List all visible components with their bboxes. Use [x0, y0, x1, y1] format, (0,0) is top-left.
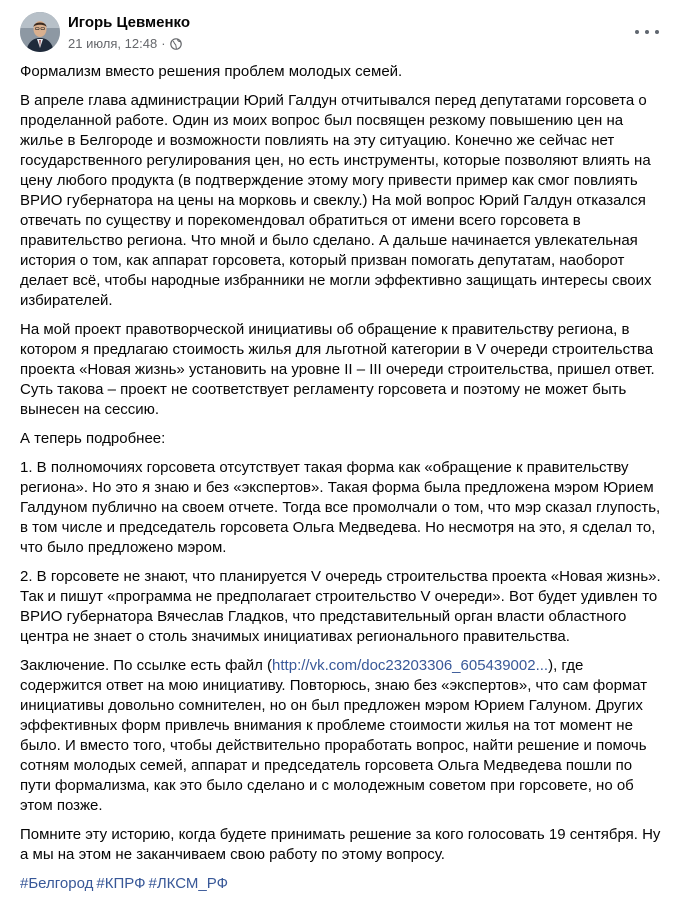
- avatar-photo: [20, 12, 60, 52]
- post-timestamp[interactable]: 21 июля, 12:48: [68, 36, 158, 51]
- paragraph: А теперь подробнее:: [20, 430, 166, 447]
- more-dot: [645, 30, 649, 34]
- hashtag-link[interactable]: #Белгород: [20, 875, 94, 892]
- post-title: Формализм вместо решения проблем молодых семей.: [20, 63, 403, 80]
- post-header: [20, 12, 677, 56]
- paragraph: В апреле глава администрации Юрий Галдун отчитывался перед депутатами горсовета о проделанной работе. Один из моих вопрос был посвящен резкому повышению цен на жилье в Белгороде и возможности повлиять на эту ситуацию. Конечно же сейчас нет государственного регулирования цен, но есть инструменты, которые позволяют влиять на цену любого продукта (в подтверждение этому могу привести пример как смог повлиять ВРИО губернатора на цены на морковь и свеклу.) На мой вопрос Юрий Галдун отказался отвечать по существу и порекомендовал обратиться от имени всего горсовета в правительство региона. Что мной и было сделано. А дальше начинается увлекательная история о том, как аппарат горсовета, который призван помогать депутатам, наоборот делает всё, чтобы народные избранники не могли эффективно защищать интересы своих избирателей.: [20, 92, 652, 309]
- more-dot: [655, 30, 659, 34]
- hashtags: [20, 874, 662, 894]
- post-meta: [68, 36, 182, 51]
- paragraph: 2. В горсовете не знают, что планируется V очередь строительства проекта «Новая жизнь». Так и пишут «программа не предполагает строительство V очереди». Вот будет удивлен то ВРИО губернатора Вячеслав Гладков, что представительный орган власти областного центра не знает о столь значимых инициативах регионального правительства.: [20, 568, 661, 645]
- document-link[interactable]: http://vk.com/doc23203306_605439002...: [272, 657, 549, 674]
- author-name[interactable]: Игорь Цевменко: [68, 14, 191, 31]
- meta-separator: ·: [161, 36, 166, 51]
- post-body: [20, 62, 662, 903]
- globe-icon: [170, 38, 182, 50]
- author-avatar[interactable]: [20, 12, 60, 52]
- paragraph-text: Заключение. По ссылке есть файл (: [20, 657, 273, 674]
- more-dot: [635, 30, 639, 34]
- paragraph: Помните эту историю, когда будете принимать решение за кого голосовать 19 сентября. Ну а мы на этом не заканчиваем свою работу по этому вопросу.: [20, 826, 661, 863]
- hashtag-link[interactable]: #ЛКСМ_РФ: [148, 875, 228, 892]
- paragraph: На мой проект правотворческой инициативы об обращение к правительству региона, в котором я предлагаю стоимость жилья для льготной категории в V очереди строительства проекта «Новая жизнь» установить на уровне II – III очереди строительства, пришел ответ. Суть такова – проект не соответствует регламенту горсовета и поэтому не может быть вынесен на сессию.: [20, 321, 655, 418]
- paragraph: 1. В полномочиях горсовета отсутствует такая форма как «обращение к правительству региона». Но это я знаю и без «экспертов». Такая форма была предложена мэром Юрием Галдуном публично на своем отчете. Тогда все промолчали о том, что мэр сказал глупость, в том числе и председатель горсовета Ольга Медведева. Но несмотря на это, я сделал то, что было предложено мэром.: [20, 459, 661, 556]
- more-options-icon[interactable]: [635, 26, 659, 38]
- paragraph-text: ), где содержится ответ на мою инициативу. Повторюсь, знаю без «экспертов», что сам формат инициативы довольно сомнителен, но он был предложен мэром Юрием Галуном. Других эффективных форм привлечь внимания к проблеме стоимости жилья на тот момент не было. И вместо того, чтобы действительно проработать вопрос, найти решение и помочь сотням молодых семей, аппарат и председатель горсовета Ольга Медведева пошли по пути формализма, как это было сделано и с молодежным советом при горсовете, но об этом позже.: [20, 657, 648, 814]
- hashtag-link[interactable]: #КПРФ: [96, 875, 146, 892]
- paragraph-with-link: [20, 656, 662, 816]
